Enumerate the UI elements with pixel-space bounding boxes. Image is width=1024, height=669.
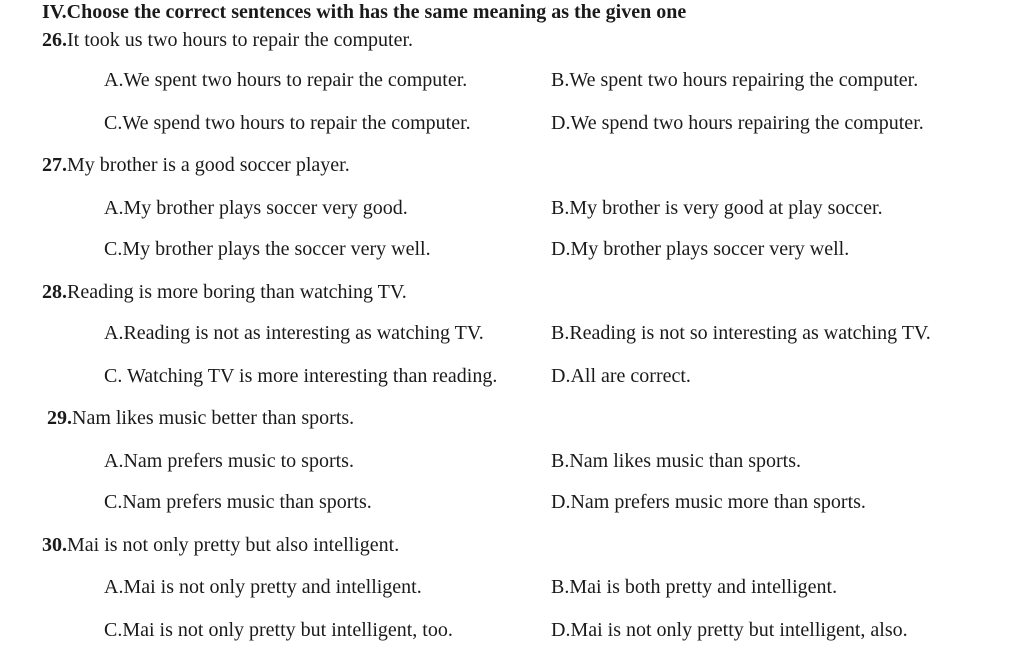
option-26-b[interactable]: B.We spent two hours repairing the computer. <box>551 69 919 91</box>
question-text: Mai is not only pretty but also intelligent. <box>67 534 400 556</box>
option-28-d[interactable]: D.All are correct. <box>551 365 691 387</box>
option-30-b[interactable]: B.Mai is both pretty and intelligent. <box>551 576 838 598</box>
question-text: My brother is a good soccer player. <box>67 154 350 176</box>
option-28-a[interactable]: A.Reading is not as interesting as watching TV. <box>104 322 484 344</box>
option-30-a[interactable]: A.Mai is not only pretty and intelligent. <box>104 576 422 598</box>
exercise-heading: IV.Choose the correct sentences with has the same meaning as the given one <box>42 1 687 23</box>
option-28-c[interactable]: C. Watching TV is more interesting than reading. <box>104 365 498 387</box>
question-text: It took us two hours to repair the computer. <box>67 29 414 51</box>
question-text: Reading is more boring than watching TV. <box>67 281 407 303</box>
option-26-d[interactable]: D.We spend two hours repairing the computer. <box>551 112 924 134</box>
option-30-c[interactable]: C.Mai is not only pretty but intelligent, too. <box>104 619 453 641</box>
question-number: 28. <box>42 281 67 303</box>
question-number: 30. <box>42 534 67 556</box>
option-30-d[interactable]: D.Mai is not only pretty but intelligent, also. <box>551 619 908 641</box>
option-29-c[interactable]: C.Nam prefers music than sports. <box>104 491 372 513</box>
question-number: 29. <box>47 407 72 429</box>
question-26 <box>42 29 413 52</box>
option-29-a[interactable]: A.Nam prefers music to sports. <box>104 450 354 472</box>
option-26-c[interactable]: C.We spend two hours to repair the computer. <box>104 112 471 134</box>
question-27 <box>42 154 350 177</box>
question-30 <box>42 534 399 557</box>
option-26-a[interactable]: A.We spent two hours to repair the computer. <box>104 69 468 91</box>
option-27-c[interactable]: C.My brother plays the soccer very well. <box>104 238 431 260</box>
question-28 <box>42 281 407 304</box>
option-27-b[interactable]: B.My brother is very good at play soccer. <box>551 197 883 219</box>
question-number: 27. <box>42 154 67 176</box>
question-29 <box>47 407 354 430</box>
option-27-a[interactable]: A.My brother plays soccer very good. <box>104 197 408 219</box>
option-29-b[interactable]: B.Nam likes music than sports. <box>551 450 801 472</box>
question-text: Nam likes music better than sports. <box>72 407 355 429</box>
question-number: 26. <box>42 29 67 51</box>
option-27-d[interactable]: D.My brother plays soccer very well. <box>551 238 850 260</box>
option-29-d[interactable]: D.Nam prefers music more than sports. <box>551 491 866 513</box>
option-28-b[interactable]: B.Reading is not so interesting as watching TV. <box>551 322 931 344</box>
